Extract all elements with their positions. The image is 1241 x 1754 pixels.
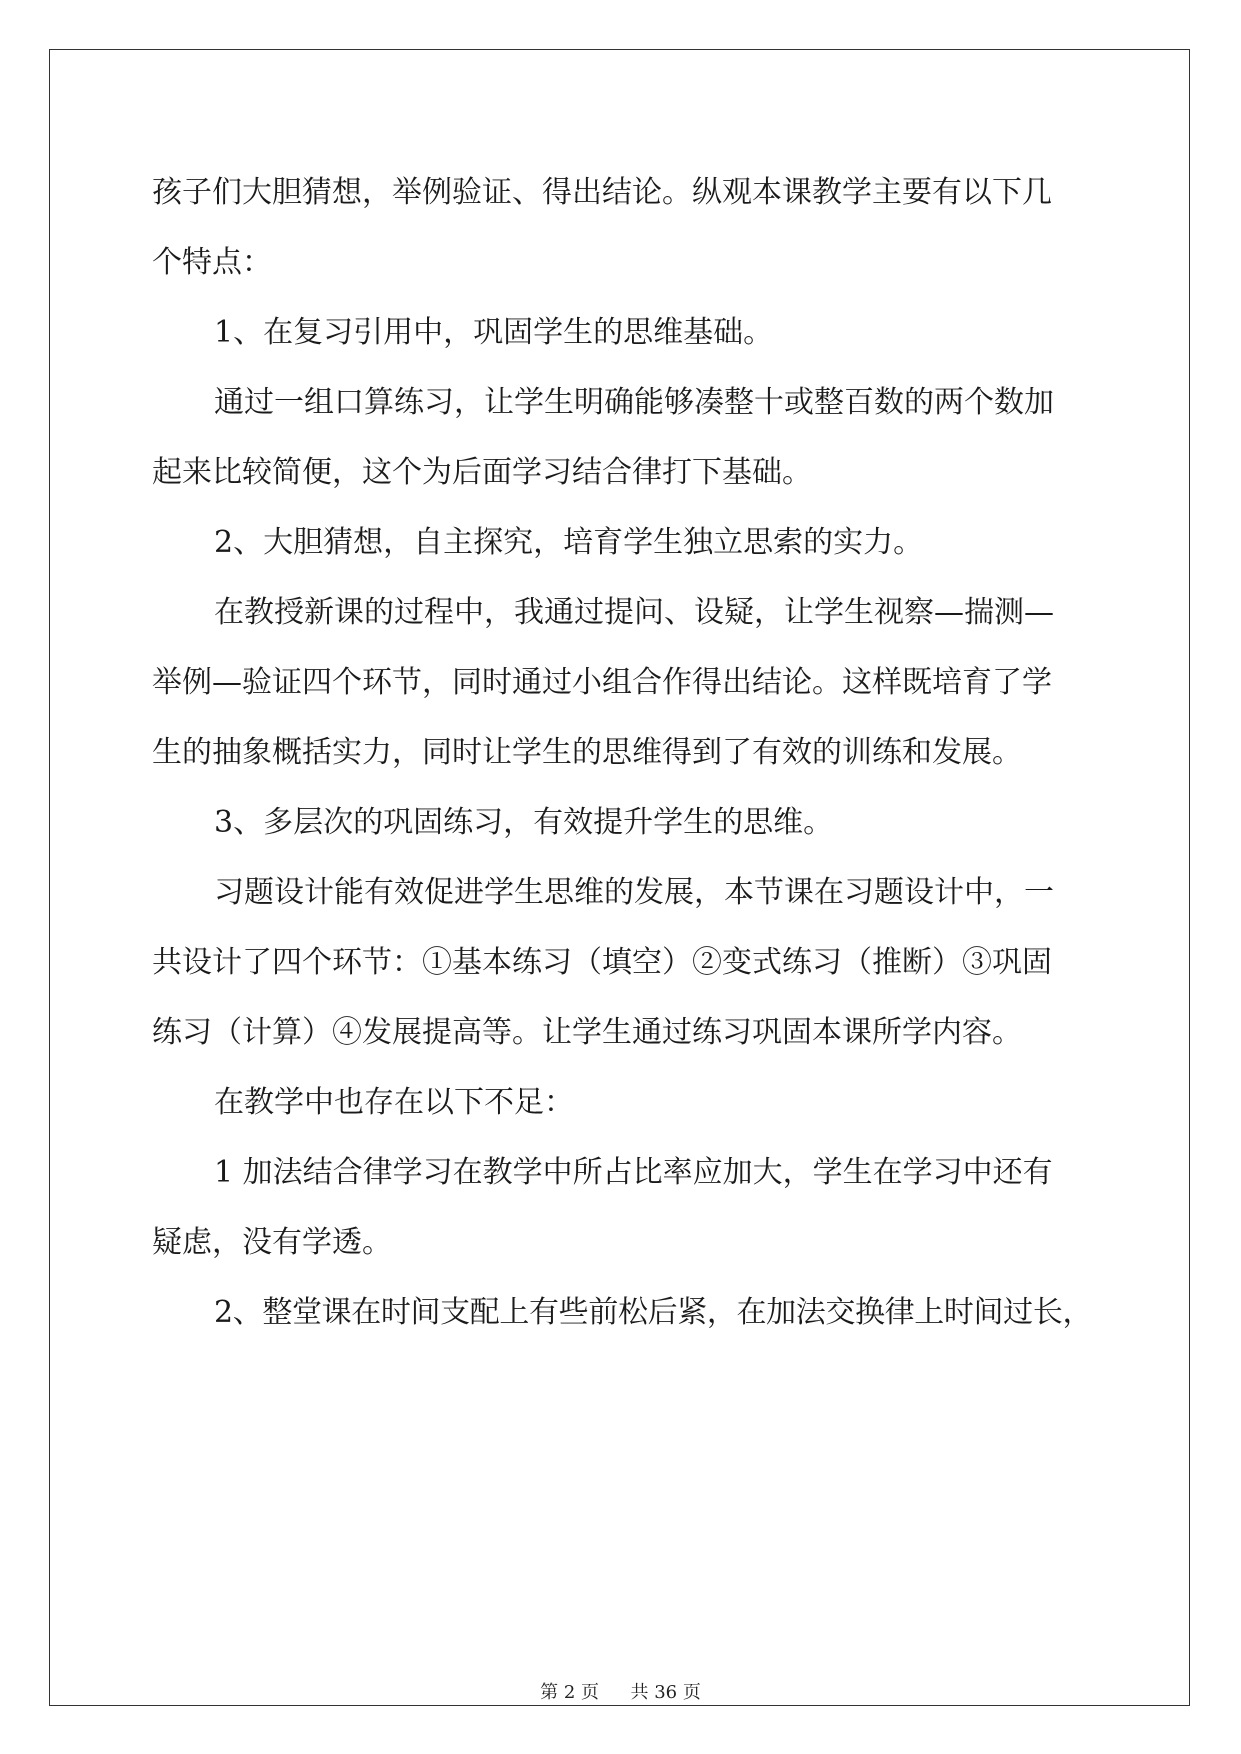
text-line xyxy=(152,998,1092,1068)
line-text: 在教学中也存在以下不足： xyxy=(214,1085,574,1120)
text-line xyxy=(152,508,1092,578)
line-text: 生的抽象概括实力，同时让学生的思维得到了有效的训练和发展。 xyxy=(152,735,1022,770)
text-line xyxy=(152,718,1092,788)
line-text: 习题设计能有效促进学生思维的发展，本节课在习题设计中，一 xyxy=(214,875,1054,910)
text-line xyxy=(152,788,1092,858)
document-body xyxy=(152,158,1092,1348)
text-line xyxy=(152,158,1092,228)
page-total: 共 36 页 xyxy=(630,1682,701,1703)
line-text: 个特点： xyxy=(152,245,272,280)
line-text: 2、大胆猜想，自主探究，培育学生独立思索的实力。 xyxy=(214,525,924,560)
line-text: 1、在复习引用中，巩固学生的思维基础。 xyxy=(214,315,774,350)
line-text: 起来比较简便，这个为后面学习结合律打下基础。 xyxy=(152,455,812,490)
text-line xyxy=(152,578,1092,648)
line-text: 在教授新课的过程中，我通过提问、设疑，让学生视察—揣测— xyxy=(214,595,1054,630)
line-text: 通过一组口算练习，让学生明确能够凑整十或整百数的两个数加 xyxy=(214,385,1054,420)
line-text: 练习（计算）④发展提高等。让学生通过练习巩固本课所学内容。 xyxy=(152,1015,1022,1050)
text-line xyxy=(152,1138,1092,1208)
line-text: 2、整堂课在时间支配上有些前松后紧，在加法交换律上时间过长， xyxy=(214,1295,1093,1330)
text-line xyxy=(152,298,1092,368)
page-number: 第 2 页 xyxy=(540,1682,600,1703)
text-line xyxy=(152,228,1092,298)
text-line xyxy=(152,648,1092,718)
line-text: 共设计了四个环节：①基本练习（填空）②变式练习（推断）③巩固 xyxy=(152,945,1052,980)
text-line xyxy=(152,858,1092,928)
text-line xyxy=(152,1208,1092,1278)
line-text: 孩子们大胆猜想，举例验证、得出结论。纵观本课教学主要有以下几 xyxy=(152,175,1052,210)
line-text: 1 加法结合律学习在教学中所占比率应加大，学生在学习中还有 xyxy=(214,1155,1053,1190)
text-line xyxy=(152,928,1092,998)
text-line xyxy=(152,368,1092,438)
line-text: 举例—验证四个环节，同时通过小组合作得出结论。这样既培育了学 xyxy=(152,665,1052,700)
line-text: 疑虑，没有学透。 xyxy=(152,1225,392,1260)
text-line xyxy=(152,1278,1092,1348)
page-footer xyxy=(0,1678,1241,1704)
line-text: 3、多层次的巩固练习，有效提升学生的思维。 xyxy=(214,805,834,840)
text-line xyxy=(152,1068,1092,1138)
text-line xyxy=(152,438,1092,508)
